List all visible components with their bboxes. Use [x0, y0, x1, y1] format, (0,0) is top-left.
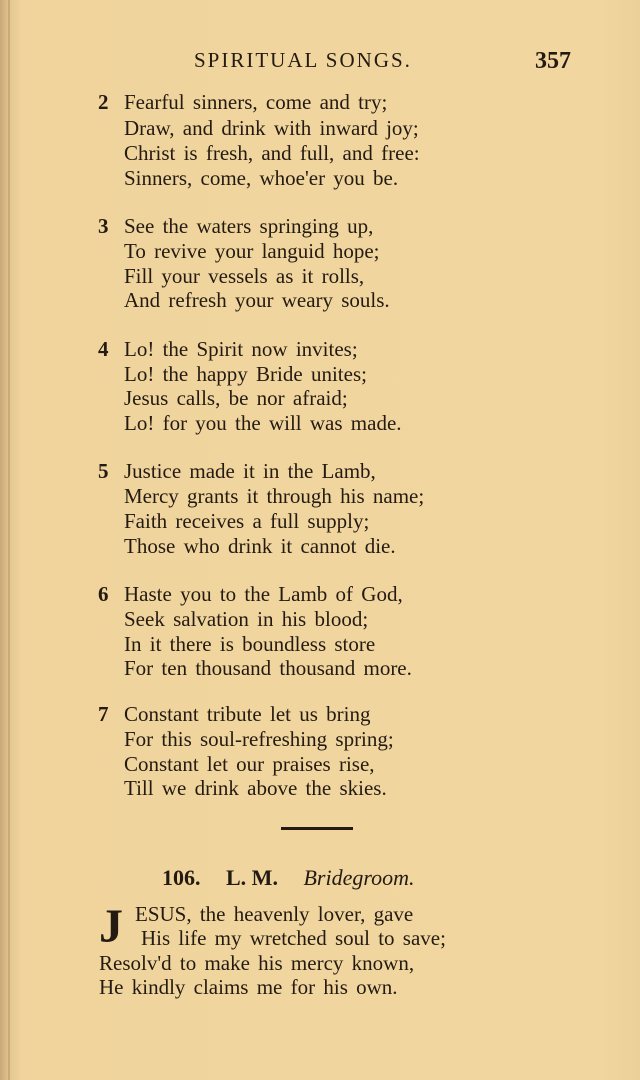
verse-line: Lo! the Spirit now invites; — [124, 337, 358, 361]
verse-line: Jesus calls, be nor afraid; — [124, 386, 348, 410]
stanza-number: 5 — [98, 459, 109, 483]
stanza-number: 2 — [98, 90, 109, 114]
verse-line: Draw, and drink with inward joy; — [124, 116, 419, 140]
hymn-heading — [162, 865, 414, 891]
verse-line: Christ is fresh, and full, and free: — [124, 141, 420, 165]
hymn-tune-name: Bridegroom. — [303, 865, 415, 890]
verse-line: Mercy grants it through his name; — [124, 484, 425, 508]
page-gutter-edge — [8, 0, 10, 1080]
verse-line: For ten thousand thousand more. — [124, 656, 412, 680]
verse-line: See the waters springing up, — [124, 214, 374, 238]
section-divider — [281, 827, 353, 830]
verse-line: Justice made it in the Lamb, — [124, 459, 376, 483]
hymn-line: Resolv'd to make his mercy known, — [99, 951, 415, 975]
verse-line: Constant let our praises rise, — [124, 752, 375, 776]
verse-line: Those who drink it cannot die. — [124, 534, 396, 558]
hymn-line: His life my wretched soul to save; — [141, 926, 446, 950]
verse-line: To revive your languid hope; — [124, 239, 380, 263]
verse-line: For this soul-refreshing spring; — [124, 727, 394, 751]
verse-line: In it there is boundless store — [124, 632, 376, 656]
verse-line: Haste you to the Lamb of God, — [124, 582, 403, 606]
verse-line: Till we drink above the skies. — [124, 776, 387, 800]
verse-line: Fill your vessels as it rolls, — [124, 264, 365, 288]
stanza-number: 7 — [98, 702, 109, 726]
running-title: SPIRITUAL SONGS. — [194, 48, 412, 72]
page-number: 357 — [535, 48, 571, 74]
hymn-number: 106. — [162, 865, 201, 890]
stanza-number: 3 — [98, 214, 109, 238]
stanza-number: 6 — [98, 582, 109, 606]
verse-line: And refresh your weary souls. — [124, 288, 390, 312]
verse-line: Seek salvation in his blood; — [124, 607, 369, 631]
verse-line: Fearful sinners, come and try; — [124, 90, 388, 114]
drop-cap: J — [99, 900, 123, 953]
hymn-first-line: ESUS, the heavenly lover, gave — [135, 902, 414, 926]
verse-line: Lo! the happy Bride unites; — [124, 362, 367, 386]
verse-line: Constant tribute let us bring — [124, 702, 371, 726]
verse-line: Lo! for you the will was made. — [124, 411, 402, 435]
hymn-meter: L. M. — [226, 865, 278, 890]
verse-line: Faith receives a full supply; — [124, 509, 370, 533]
verse-line: Sinners, come, whoe'er you be. — [124, 166, 399, 190]
hymn-line: He kindly claims me for his own. — [99, 975, 398, 999]
stanza-number: 4 — [98, 337, 109, 361]
